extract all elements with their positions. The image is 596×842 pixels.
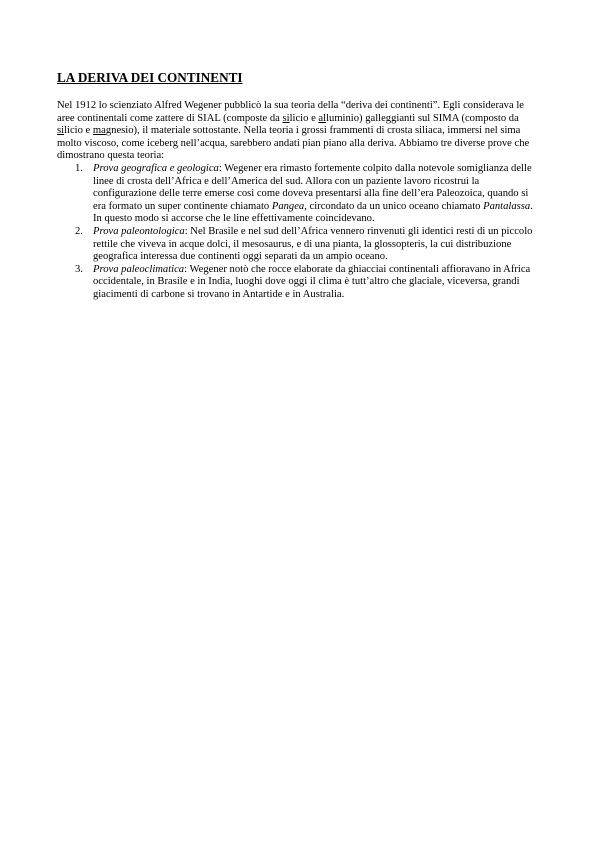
document-page [57, 70, 541, 302]
intro-text-2: licio e [289, 112, 319, 124]
proof-number: 3. [75, 263, 83, 275]
intro-paragraph [57, 100, 541, 163]
term-pantalassa: Pantalassa [483, 200, 531, 212]
proof-text: : Nel Brasile e nel sud dell’Africa vennero rinvenuti gli identici resti di un piccolo rettile che viveva in acque dolci, il mesosaurus, e di una pianta, la glossopteris, la cui distribuzione geografica interessa due continenti oggi separati da un ampio oceano. [93, 225, 533, 263]
proof-item-3 [57, 264, 541, 302]
proof-number: 2. [75, 225, 83, 237]
document-title: LA DERIVA DEI CONTINENTI [57, 70, 243, 85]
intro-text-5: gnesio), il materiale sottostante. Nella teoria i grossi frammenti di crosta siliaca, immersi nel sima molto viscoso, come iceberg nell’acqua, sarebbero andati pian piano alla deriva. Abbiamo tre diverse prove che dimostrano questa teoria: [57, 125, 530, 162]
proof-text: . In questo modo si accorse che le line effettivamente coincidevano. [93, 200, 533, 225]
intro-underlined-si-2: si [57, 125, 65, 137]
intro-underlined-si: si [282, 112, 290, 124]
intro-text-1: Nel 1912 lo scienziato Alfred Wegener pubblicò la sua teoria della “deriva dei continenti”. Egli considerava le aree continentali come zattere di SIAL (composte da [57, 100, 524, 124]
intro-underlined-al: al [318, 112, 327, 124]
proof-text: , circondato da un unico oceano chiamato [304, 200, 484, 212]
proof-item-2 [57, 226, 541, 264]
term-pangea: Pangea [271, 200, 305, 212]
proof-item-1 [57, 163, 541, 226]
proof-text: : Wegener era rimasto fortemente colpito dalla notevole somiglianza delle linee di crosta dell’Africa e dell’America del sud. Allora con un paziente lavoro ricostruì la configurazione delle terre emerse così come doveva presentarsi alla fine dell’era Paleozoica, quando si era formato un super continente chiamato [93, 162, 532, 212]
proof-title: Prova paleontologica [93, 225, 185, 237]
proof-text: : Wegener notò che rocce elaborate da ghiacciai continentali affioravano in Africa occidentale, in Brasile e in India, luoghi dove oggi il clima è tutt’altro che glaciale, viceversa, grandi giacimenti di carbone si trovano in Antartide e in Australia. [93, 263, 531, 300]
proof-title: Prova paleoclimatica [93, 263, 185, 275]
intro-text-3: luminio) galleggianti sul SIMA (composto da [326, 112, 519, 124]
intro-text-4: licio e [64, 125, 93, 137]
proofs-list [57, 163, 541, 302]
proof-number: 1. [75, 162, 83, 174]
proof-title: Prova geografica e geologica [93, 162, 219, 174]
intro-underlined-ma: ma [92, 125, 106, 137]
